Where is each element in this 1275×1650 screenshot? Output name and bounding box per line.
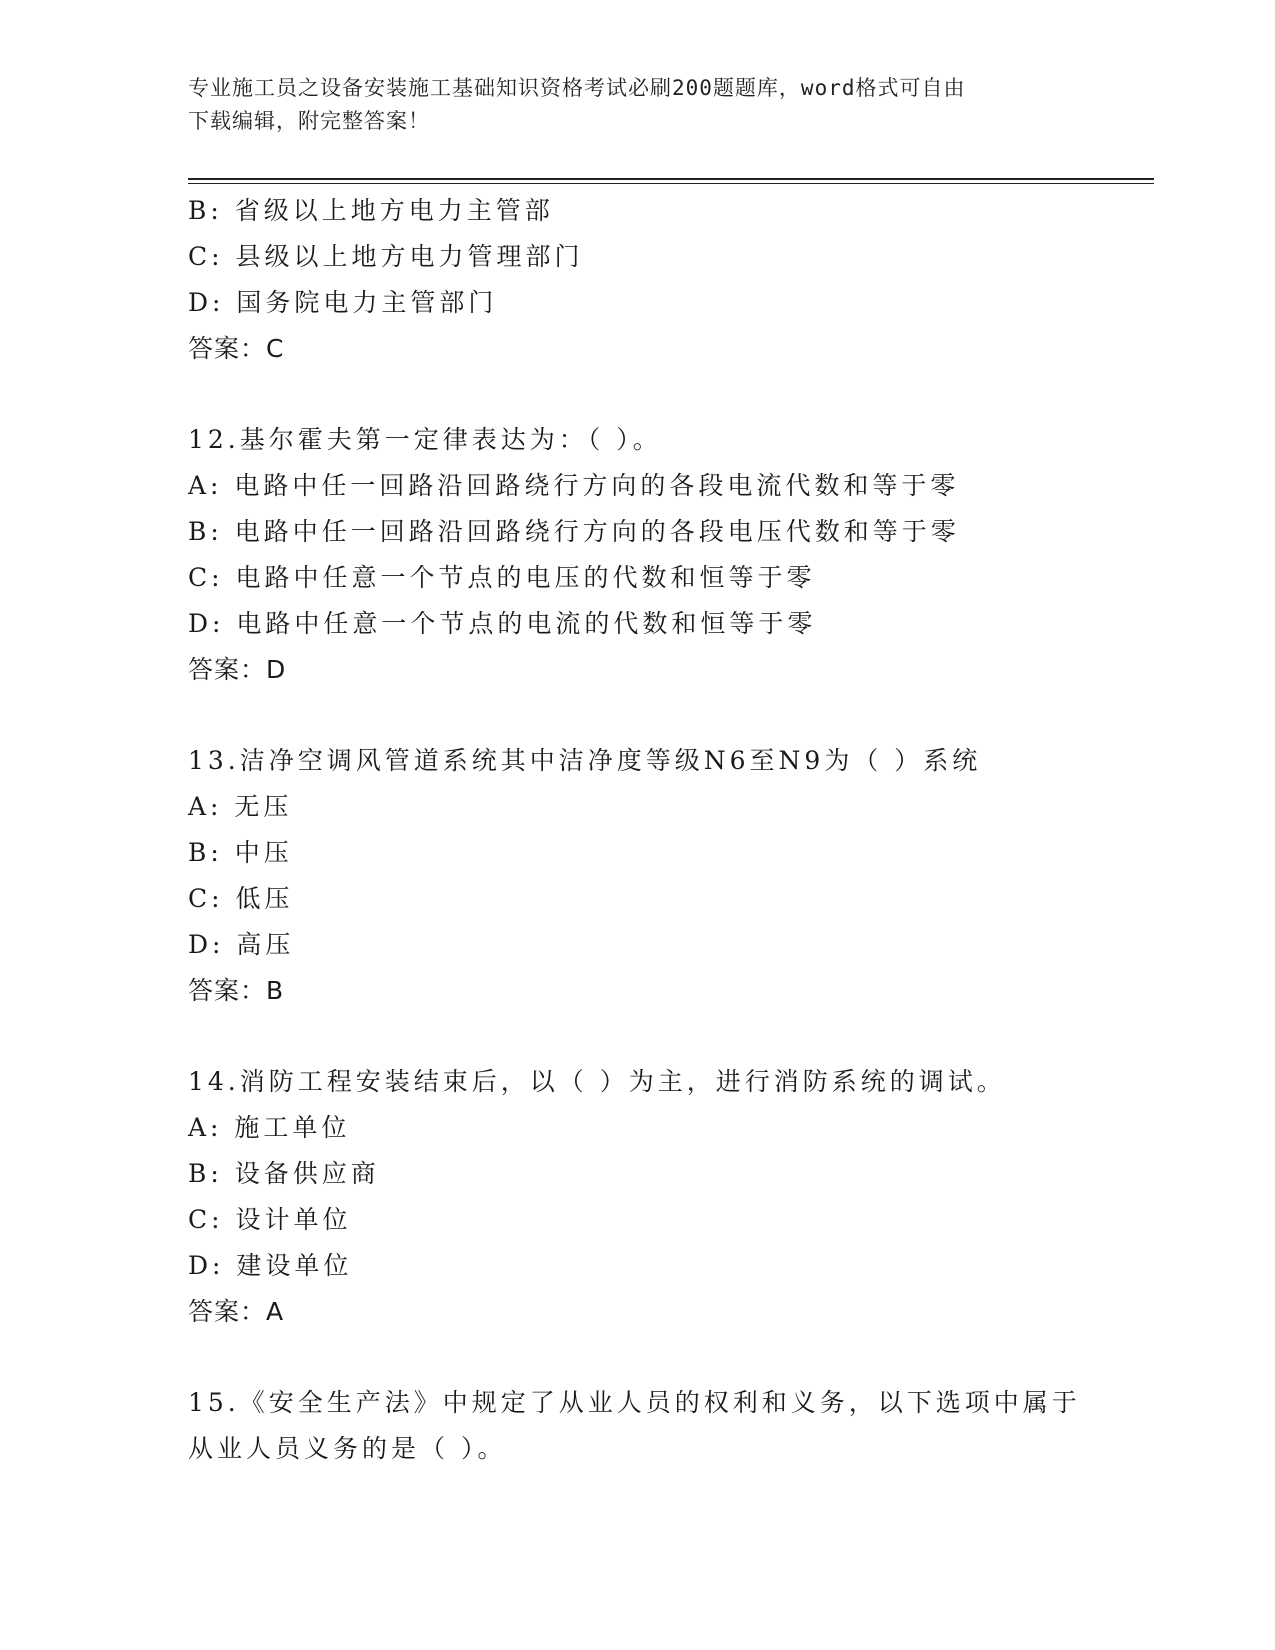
header-divider-thin [188,183,1154,184]
header-line-1: 专业施工员之设备安装施工基础知识资格考试必刷200题题库，word格式可自由 [188,76,966,100]
option-d: D: 高压 [188,930,295,959]
option-c: C: 县级以上地方电力管理部门 [188,242,584,271]
option-a: A: 电路中任一回路沿回路绕行方向的各段电流代数和等于零 [188,471,960,500]
document-header [188,72,1088,138]
option-b: B: 电路中任一回路沿回路绕行方向的各段电压代数和等于零 [188,517,960,546]
question-list [188,188,1148,1472]
option-a: A: 施工单位 [188,1113,351,1142]
answer: 答案：A [188,1297,285,1326]
option-d: D: 电路中任意一个节点的电流的代数和恒等于零 [188,609,817,638]
option-b: B: 中压 [188,838,293,867]
header-line-2: 下载编辑，附完整答案！ [188,109,430,133]
option-c: C: 设计单位 [188,1205,352,1234]
question-text: 14.消防工程安装结束后，以（ ）为主，进行消防系统的调试。 [188,1067,1006,1096]
header-divider-thick [188,178,1154,180]
option-a: A: 无压 [188,792,293,821]
answer: 答案：B [188,976,285,1005]
question-13 [188,738,1148,1014]
question-14 [188,1059,1148,1335]
answer: 答案：D [188,655,287,684]
option-c: C: 电路中任意一个节点的电压的代数和恒等于零 [188,563,816,592]
option-c: C: 低压 [188,884,294,913]
question-12 [188,417,1148,693]
option-d: D: 建设单位 [188,1251,353,1280]
option-b: B: 设备供应商 [188,1159,380,1188]
question-text-line-1: 15.《安全生产法》中规定了从业人员的权利和义务，以下选项中属于 [188,1388,1081,1417]
option-b: B: 省级以上地方电力主管部 [188,196,554,225]
question-text: 12.基尔霍夫第一定律表达为：（ ）。 [188,425,662,454]
question-15 [188,1380,1148,1472]
option-d: D: 国务院电力主管部门 [188,288,498,317]
question-text: 13.洁净空调风管道系统其中洁净度等级N6至N9为（ ）系统 [188,746,982,775]
question-text-line-2: 从业人员义务的是（ ）。 [188,1434,507,1463]
question-11 [188,188,1148,372]
answer: 答案：C [188,334,285,363]
